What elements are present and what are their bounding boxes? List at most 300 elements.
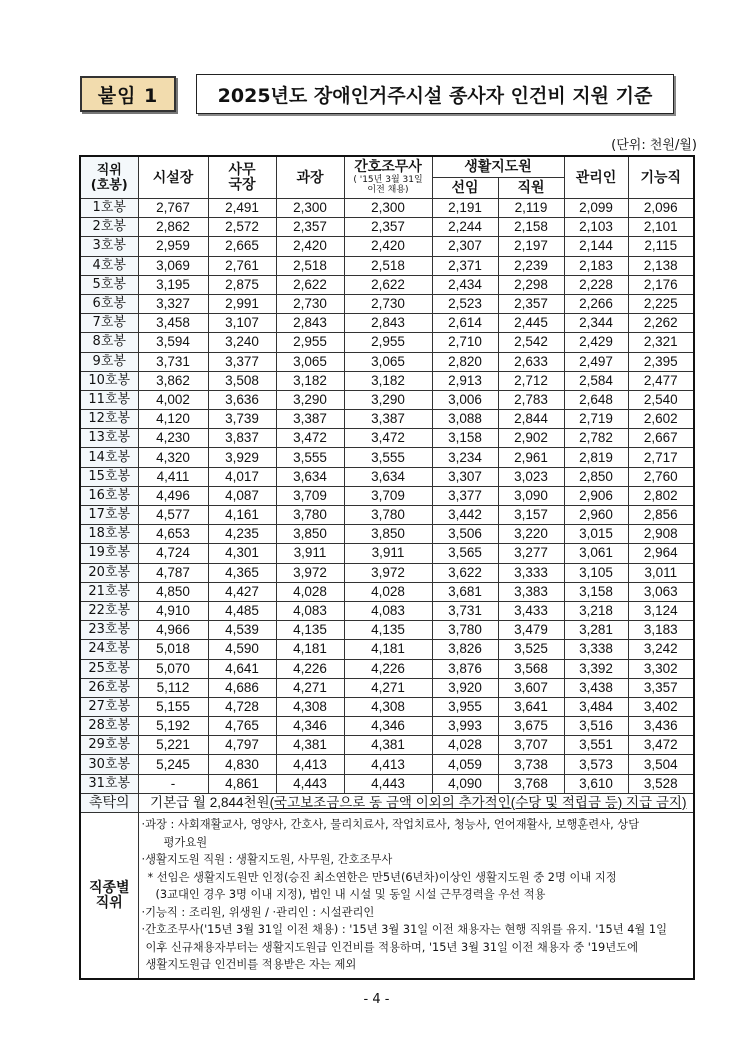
header-nurse-aide-note2: 이전 채용): [367, 185, 409, 195]
value-cell: 3,972: [344, 563, 432, 582]
value-cell: 2,158: [498, 218, 564, 237]
value-cell: 2,717: [628, 448, 694, 467]
value-cell: 3,333: [498, 563, 564, 582]
attachment-badge: 붙임 1: [80, 76, 176, 112]
value-cell: 4,686: [208, 678, 276, 697]
grade-cell: 31호봉: [80, 774, 138, 793]
value-cell: 3,993: [432, 717, 498, 736]
grade-cell: 2호봉: [80, 218, 138, 237]
grade-cell: 18호봉: [80, 525, 138, 544]
value-cell: 3,387: [276, 410, 344, 429]
value-cell: 4,181: [276, 640, 344, 659]
value-cell: 2,819: [564, 448, 628, 467]
table-row: [80, 563, 694, 582]
grade-cell: 1호봉: [80, 199, 138, 218]
value-cell: 3,780: [432, 621, 498, 640]
value-cell: 4,724: [138, 544, 208, 563]
header-grade: [80, 156, 138, 199]
value-cell: 3,387: [344, 410, 432, 429]
header-life-guide: 생활지도원: [432, 156, 564, 178]
value-cell: 3,065: [344, 352, 432, 371]
value-cell: 5,221: [138, 736, 208, 755]
grade-cell: 21호봉: [80, 582, 138, 601]
value-cell: 4,028: [344, 582, 432, 601]
value-cell: 3,065: [276, 352, 344, 371]
table-row: [80, 467, 694, 486]
value-cell: 2,321: [628, 333, 694, 352]
value-cell: 2,959: [138, 237, 208, 256]
value-cell: 3,636: [208, 390, 276, 409]
grade-cell: 4호봉: [80, 256, 138, 275]
table-row: [80, 294, 694, 313]
header-nurse-aide: [344, 156, 432, 199]
value-cell: 2,225: [628, 294, 694, 313]
value-cell: 3,158: [564, 582, 628, 601]
value-cell: 3,506: [432, 525, 498, 544]
table-row: [80, 199, 694, 218]
header-office-head: [208, 156, 276, 199]
value-cell: 4,365: [208, 563, 276, 582]
value-cell: 4,830: [208, 755, 276, 774]
value-cell: 2,602: [628, 410, 694, 429]
grade-cell: 26호봉: [80, 678, 138, 697]
value-cell: 3,565: [432, 544, 498, 563]
value-cell: 2,518: [276, 256, 344, 275]
value-cell: 4,271: [344, 678, 432, 697]
grade-cell: 30호봉: [80, 755, 138, 774]
table-row: [80, 390, 694, 409]
grade-cell: 10호봉: [80, 371, 138, 390]
value-cell: 3,383: [498, 582, 564, 601]
value-cell: 2,357: [276, 218, 344, 237]
value-cell: 3,675: [498, 717, 564, 736]
value-cell: 5,018: [138, 640, 208, 659]
value-cell: 3,739: [208, 410, 276, 429]
grade-cell: 16호봉: [80, 486, 138, 505]
value-cell: 2,518: [344, 256, 432, 275]
value-cell: 3,090: [498, 486, 564, 505]
value-cell: 3,528: [628, 774, 694, 793]
header-nurse-aide-note1: ( '15년 3월 31일: [353, 175, 423, 185]
grade-cell: 3호봉: [80, 237, 138, 256]
value-cell: 3,281: [564, 621, 628, 640]
value-cell: 3,681: [432, 582, 498, 601]
value-cell: 2,497: [564, 352, 628, 371]
value-cell: 3,568: [498, 659, 564, 678]
value-cell: 3,709: [276, 486, 344, 505]
value-cell: 3,709: [344, 486, 432, 505]
grade-cell: 14호봉: [80, 448, 138, 467]
header-row-1: [80, 156, 694, 178]
value-cell: 4,443: [276, 774, 344, 793]
table-row: [80, 659, 694, 678]
value-cell: 2,802: [628, 486, 694, 505]
value-cell: 2,844: [498, 410, 564, 429]
value-cell: 2,782: [564, 429, 628, 448]
value-cell: 3,392: [564, 659, 628, 678]
table-row: [80, 256, 694, 275]
value-cell: 4,590: [208, 640, 276, 659]
table-row: [80, 237, 694, 256]
table-row: [80, 755, 694, 774]
header-office-head-line1: 사무: [228, 161, 256, 178]
table-row: [80, 448, 694, 467]
grade-cell: 11호봉: [80, 390, 138, 409]
value-cell: 4,308: [276, 697, 344, 716]
value-cell: 3,555: [276, 448, 344, 467]
value-cell: 3,436: [628, 717, 694, 736]
value-cell: 2,371: [432, 256, 498, 275]
value-cell: 4,427: [208, 582, 276, 601]
value-cell: 3,707: [498, 736, 564, 755]
job-notes-label-line2: 직위: [95, 894, 123, 911]
value-cell: 4,485: [208, 601, 276, 620]
value-cell: 4,230: [138, 429, 208, 448]
value-cell: 4,346: [344, 717, 432, 736]
value-cell: 4,028: [432, 736, 498, 755]
value-cell: 3,183: [628, 621, 694, 640]
value-cell: 3,594: [138, 333, 208, 352]
value-cell: 4,059: [432, 755, 498, 774]
value-cell: 3,826: [432, 640, 498, 659]
note-line: ·기능직 : 조리원, 위생원 / ·관리인 : 시설관리인: [141, 905, 375, 919]
value-cell: 3,377: [432, 486, 498, 505]
value-cell: 4,135: [344, 621, 432, 640]
grade-cell: 6호봉: [80, 294, 138, 313]
value-cell: 5,192: [138, 717, 208, 736]
grade-cell: 17호봉: [80, 506, 138, 525]
table-row: [80, 218, 694, 237]
value-cell: 2,244: [432, 218, 498, 237]
value-cell: 2,960: [564, 506, 628, 525]
value-cell: 2,429: [564, 333, 628, 352]
value-cell: 3,242: [628, 640, 694, 659]
value-cell: 3,504: [628, 755, 694, 774]
value-cell: 4,496: [138, 486, 208, 505]
value-cell: 2,614: [432, 314, 498, 333]
value-cell: 3,472: [344, 429, 432, 448]
value-cell: 3,573: [564, 755, 628, 774]
value-cell: 2,760: [628, 467, 694, 486]
value-cell: 4,910: [138, 601, 208, 620]
value-cell: 2,491: [208, 199, 276, 218]
job-notes-text: [138, 813, 694, 979]
note-line: 이후 신규채용자부터는 생활지도원급 인건비를 적용하며, '15년 3월 31일 이전 채용자 중 '19년도에: [145, 940, 638, 954]
value-cell: 3,768: [498, 774, 564, 793]
value-cell: 3,158: [432, 429, 498, 448]
grade-cell: 7호봉: [80, 314, 138, 333]
value-cell: 4,308: [344, 697, 432, 716]
value-cell: 2,719: [564, 410, 628, 429]
value-cell: 2,239: [498, 256, 564, 275]
value-cell: 3,929: [208, 448, 276, 467]
table-row: [80, 736, 694, 755]
value-cell: 4,017: [208, 467, 276, 486]
value-cell: 3,063: [628, 582, 694, 601]
value-cell: 3,634: [344, 467, 432, 486]
value-cell: 2,099: [564, 199, 628, 218]
value-cell: 2,633: [498, 352, 564, 371]
contract-doctor-salary: 기본급 월 2,844천원: [150, 794, 270, 810]
value-cell: 2,908: [628, 525, 694, 544]
value-cell: 3,105: [564, 563, 628, 582]
value-cell: 4,797: [208, 736, 276, 755]
value-cell: 2,191: [432, 199, 498, 218]
contract-doctor-row: [80, 793, 694, 812]
value-cell: 5,155: [138, 697, 208, 716]
note-line: ·과장 : 사회재활교사, 영양사, 간호사, 물리치료사, 작업치료사, 청능사, 언어재활사, 보행훈련사, 상담: [141, 818, 640, 831]
value-cell: 2,875: [208, 275, 276, 294]
value-cell: 3,240: [208, 333, 276, 352]
value-cell: 3,955: [432, 697, 498, 716]
value-cell: 2,850: [564, 467, 628, 486]
table-row: [80, 486, 694, 505]
grade-cell: 8호봉: [80, 333, 138, 352]
value-cell: 2,783: [498, 390, 564, 409]
value-cell: 3,911: [276, 544, 344, 563]
value-cell: 2,138: [628, 256, 694, 275]
value-cell: 4,861: [208, 774, 276, 793]
unit-label: (단위: 천원/월): [611, 138, 697, 153]
value-cell: 4,120: [138, 410, 208, 429]
header-facility-head: 시설장: [138, 156, 208, 199]
value-cell: 3,124: [628, 601, 694, 620]
value-cell: 3,731: [138, 352, 208, 371]
value-cell: 2,183: [564, 256, 628, 275]
value-cell: 4,226: [344, 659, 432, 678]
value-cell: 2,266: [564, 294, 628, 313]
header-grade-line1: 직위: [96, 162, 122, 178]
value-cell: 3,484: [564, 697, 628, 716]
table-row: [80, 429, 694, 448]
value-cell: 2,955: [276, 333, 344, 352]
value-cell: 4,850: [138, 582, 208, 601]
value-cell: 4,411: [138, 467, 208, 486]
value-cell: 2,176: [628, 275, 694, 294]
value-cell: 4,087: [208, 486, 276, 505]
value-cell: 2,434: [432, 275, 498, 294]
value-cell: 3,290: [344, 390, 432, 409]
value-cell: 2,540: [628, 390, 694, 409]
table-row: [80, 275, 694, 294]
grade-cell: 25호봉: [80, 659, 138, 678]
table-row: [80, 601, 694, 620]
value-cell: 4,381: [276, 736, 344, 755]
grade-cell: 13호봉: [80, 429, 138, 448]
table-row: [80, 621, 694, 640]
table-row: [80, 333, 694, 352]
value-cell: 3,555: [344, 448, 432, 467]
value-cell: 3,525: [498, 640, 564, 659]
value-cell: 4,181: [344, 640, 432, 659]
value-cell: 2,862: [138, 218, 208, 237]
value-cell: 3,011: [628, 563, 694, 582]
table-row: [80, 525, 694, 544]
value-cell: 4,271: [276, 678, 344, 697]
value-cell: 2,115: [628, 237, 694, 256]
note-line: * 선임은 생활지도원만 인정(승진 최소연한은 만5년(6년차)이상인 생활지도원 중 2명 이내 지정: [147, 870, 617, 884]
value-cell: 3,433: [498, 601, 564, 620]
grade-cell: 12호봉: [80, 410, 138, 429]
value-cell: 3,277: [498, 544, 564, 563]
table-row: [80, 506, 694, 525]
value-cell: 3,023: [498, 467, 564, 486]
table-row: [80, 697, 694, 716]
value-cell: 3,634: [276, 467, 344, 486]
value-cell: 2,477: [628, 371, 694, 390]
table-row: [80, 352, 694, 371]
value-cell: 3,402: [628, 697, 694, 716]
value-cell: 2,542: [498, 333, 564, 352]
table-row: [80, 774, 694, 793]
salary-table: [79, 155, 695, 980]
value-cell: 5,070: [138, 659, 208, 678]
value-cell: 4,765: [208, 717, 276, 736]
table-row: [80, 678, 694, 697]
value-cell: 2,344: [564, 314, 628, 333]
value-cell: 4,443: [344, 774, 432, 793]
value-cell: 5,112: [138, 678, 208, 697]
value-cell: 3,780: [276, 506, 344, 525]
value-cell: 2,820: [432, 352, 498, 371]
value-cell: 3,837: [208, 429, 276, 448]
value-cell: 4,966: [138, 621, 208, 640]
value-cell: 4,083: [276, 601, 344, 620]
value-cell: 3,157: [498, 506, 564, 525]
value-cell: 4,539: [208, 621, 276, 640]
value-cell: 3,015: [564, 525, 628, 544]
value-cell: 3,357: [628, 678, 694, 697]
table-row: [80, 717, 694, 736]
value-cell: 3,622: [432, 563, 498, 582]
grade-cell: 29호봉: [80, 736, 138, 755]
value-cell: 2,228: [564, 275, 628, 294]
value-cell: 4,235: [208, 525, 276, 544]
grade-cell: 5호봉: [80, 275, 138, 294]
value-cell: 3,218: [564, 601, 628, 620]
value-cell: -: [138, 774, 208, 793]
value-cell: 3,472: [628, 736, 694, 755]
value-cell: 3,479: [498, 621, 564, 640]
value-cell: 3,780: [344, 506, 432, 525]
value-cell: 2,298: [498, 275, 564, 294]
grade-cell: 22호봉: [80, 601, 138, 620]
table-row: [80, 410, 694, 429]
value-cell: 4,381: [344, 736, 432, 755]
value-cell: 2,572: [208, 218, 276, 237]
value-cell: 2,445: [498, 314, 564, 333]
job-notes-label-line1: 직종별: [88, 879, 130, 896]
value-cell: 3,327: [138, 294, 208, 313]
header-nurse-aide-title: 간호조무사: [354, 159, 422, 175]
value-cell: 2,144: [564, 237, 628, 256]
value-cell: 2,584: [564, 371, 628, 390]
value-cell: 3,911: [344, 544, 432, 563]
value-cell: 4,413: [344, 755, 432, 774]
value-cell: 3,516: [564, 717, 628, 736]
value-cell: 2,856: [628, 506, 694, 525]
value-cell: 3,377: [208, 352, 276, 371]
value-cell: 3,738: [498, 755, 564, 774]
value-cell: 2,103: [564, 218, 628, 237]
value-cell: 2,262: [628, 314, 694, 333]
value-cell: 4,301: [208, 544, 276, 563]
value-cell: 3,607: [498, 678, 564, 697]
contract-doctor-text: [138, 793, 694, 812]
grade-cell: 28호봉: [80, 717, 138, 736]
value-cell: 4,787: [138, 563, 208, 582]
value-cell: 2,357: [344, 218, 432, 237]
value-cell: 2,119: [498, 199, 564, 218]
note-line: ·생활지도원 직원 : 생활지도원, 사무원, 간호조무사: [141, 853, 393, 866]
contract-doctor-restriction: (국고보조금으로 동 금액 이외의 추가적인(수당 및 적립금 등) 지급 금지): [269, 794, 687, 810]
value-cell: 3,234: [432, 448, 498, 467]
header-life-guide-senior: 선임: [432, 178, 498, 199]
value-cell: 2,843: [344, 314, 432, 333]
value-cell: 2,420: [344, 237, 432, 256]
value-cell: 3,508: [208, 371, 276, 390]
value-cell: 2,096: [628, 199, 694, 218]
value-cell: 2,648: [564, 390, 628, 409]
header-manager: 관리인: [564, 156, 628, 199]
value-cell: 4,346: [276, 717, 344, 736]
value-cell: 3,107: [208, 314, 276, 333]
value-cell: 2,761: [208, 256, 276, 275]
value-cell: 2,843: [276, 314, 344, 333]
value-cell: 3,731: [432, 601, 498, 620]
value-cell: 3,850: [344, 525, 432, 544]
value-cell: 2,307: [432, 237, 498, 256]
value-cell: 2,197: [498, 237, 564, 256]
value-cell: 3,551: [564, 736, 628, 755]
note-line: (3교대인 경우 3명 이내 지정), 법인 내 시설 및 동일 시설 근무경력을 우선 적용: [155, 888, 546, 901]
value-cell: 3,458: [138, 314, 208, 333]
grade-cell: 24호봉: [80, 640, 138, 659]
value-cell: 2,710: [432, 333, 498, 352]
value-cell: 2,712: [498, 371, 564, 390]
value-cell: 3,061: [564, 544, 628, 563]
note-line: 생활지도원급 인건비를 적용받은 자는 제외: [145, 958, 357, 971]
value-cell: 2,622: [344, 275, 432, 294]
value-cell: 3,307: [432, 467, 498, 486]
header-technical: 기능직: [628, 156, 694, 199]
value-cell: 3,195: [138, 275, 208, 294]
value-cell: 2,955: [344, 333, 432, 352]
grade-cell: 23호봉: [80, 621, 138, 640]
grade-cell: 19호봉: [80, 544, 138, 563]
contract-doctor-label: 촉탁의: [80, 793, 138, 812]
value-cell: 2,357: [498, 294, 564, 313]
value-cell: 2,961: [498, 448, 564, 467]
value-cell: 3,182: [276, 371, 344, 390]
value-cell: 2,730: [276, 294, 344, 313]
value-cell: 2,667: [628, 429, 694, 448]
value-cell: 3,302: [628, 659, 694, 678]
value-cell: 3,438: [564, 678, 628, 697]
value-cell: 3,641: [498, 697, 564, 716]
value-cell: 3,220: [498, 525, 564, 544]
grade-cell: 15호봉: [80, 467, 138, 486]
value-cell: 4,135: [276, 621, 344, 640]
value-cell: 4,002: [138, 390, 208, 409]
value-cell: 4,320: [138, 448, 208, 467]
value-cell: 2,523: [432, 294, 498, 313]
value-cell: 4,161: [208, 506, 276, 525]
value-cell: 2,300: [276, 199, 344, 218]
value-cell: 2,420: [276, 237, 344, 256]
page-number: - 4 -: [363, 992, 390, 1007]
value-cell: 2,964: [628, 544, 694, 563]
